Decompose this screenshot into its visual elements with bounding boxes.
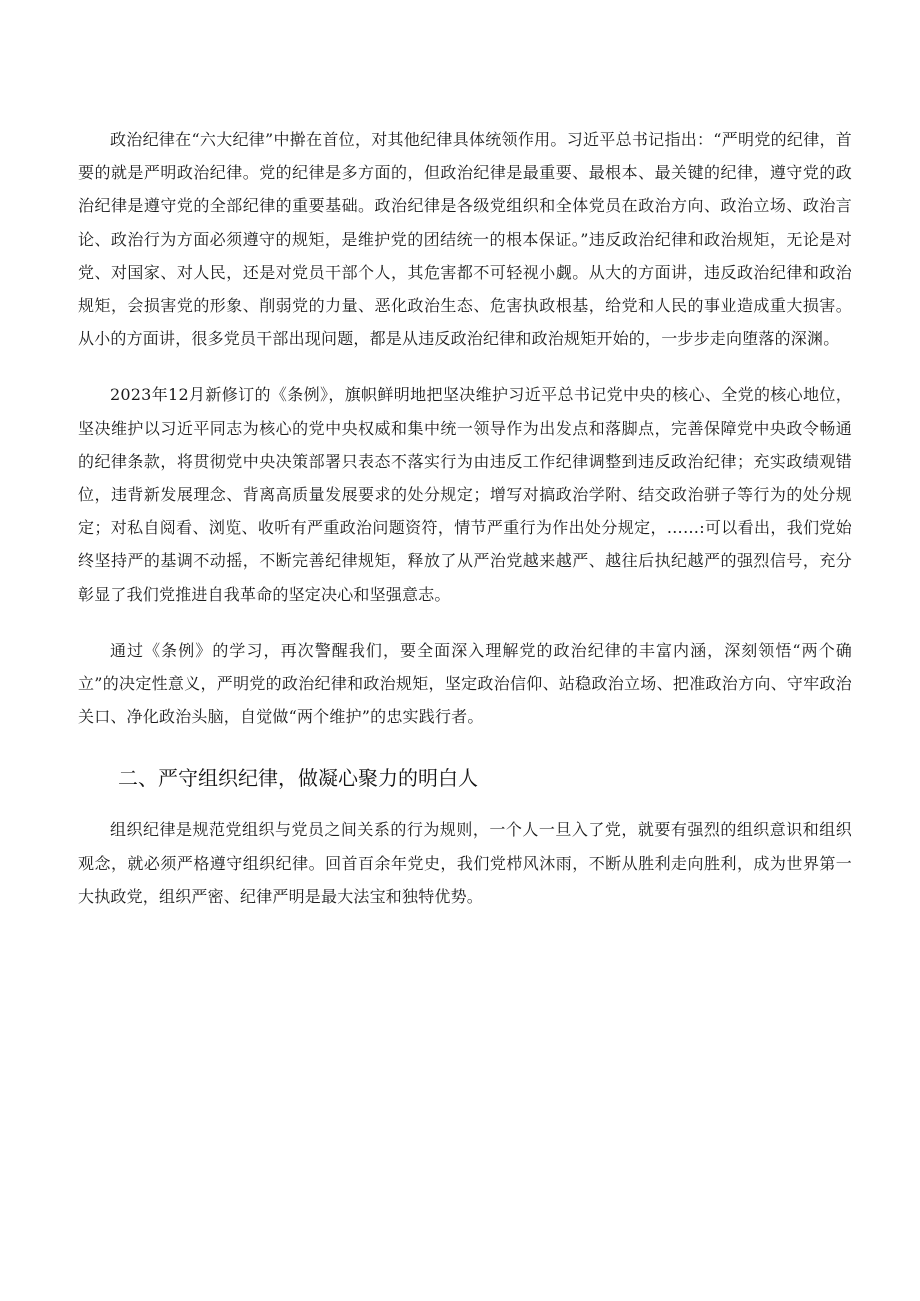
paragraph-regulations-revision: 2023年12月新修订的《条例》，旗帜鲜明地把坚决维护习近平总书记党中央的核心、全党的核心地位，坚决维护以习近平同志为核心的党中央权威和集中统一领导作为出发点和落脚点，完善保障党中央政令畅通的纪律条款，将贯彻党中央决策部署只表态不落实行为由违反工作纪律调整到违反政治纪律；充实政绩观错位，违背新发展理念、背离高质量发展要求的处分规定；增写对搞政治学附、结交政治骈子等行为的处分规定；对私自阅看、浏览、收听有严重政治问题资符，情节严重行为作出处分规定，……:可以看出，我们党始终坚持严的基调不动摇，不断完善纪律规矩，释放了从严治党越来越严、越往后执纪越严的强烈信号，充分彰显了我们党推进自我革命的坚定决心和坚强意志。 bbox=[78, 385, 852, 604]
paragraph-political-discipline-intro: 政治纪律在“六大纪律”中擀在首位，对其他纪律具体统领作用。习近平总书记指出：“严明党的纪律，首要的就是严明政治纪律。党的纪律是多方面的，但政治纪律是最重要、最根本、最关键的纪律，遵守党的政治纪律是遵守党的全部纪律的重要基础。政治纪律是各级党组织和全体党员在政治方向、政治立场、政治言论、政治行为方面必须遵守的规矩，是维护党的团结统一的根本保证。”违反政治纪律和政治规矩，无论是对党、对国家、对人民，还是对党员干部个人，其危害都不可轻视小觑。从大的方面讲，违反政治纪律和政治规矩，会损害党的形象、削弱党的力量、恶化政治生态、危害执政根基，给党和人民的事业造成重大损害。从小的方面讲，很多党员干部出现问题，都是从违反政治纪律和政治规矩开始的，一步步走向堕落的深渊。 bbox=[78, 130, 852, 349]
paragraph-organizational-discipline: 组织纪律是规范党组织与党员之间关系的行为规则，一个人一旦入了党，就要有强烈的组织意识和组织观念，就必须严格遵守组织纪律。回首百余年党史，我们党栉风沐雨，不断从胜利走向胜利，成为世界第一大执政党，组织严密、纪律严明是最大法宝和独特优势。 bbox=[78, 820, 852, 906]
section-heading-organizational-discipline: 二、严守组织纪律，做凝心聚力的明白人 bbox=[118, 766, 478, 791]
paragraph-study-conclusion: 通过《条例》的学习，再次警醒我们，要全面深入理解党的政治纪律的丰富内涵，深刻领悟“两个确立”的决定性意义，严明党的政治纪律和政治规矩，坚定政治信仰、站稳政治立场、把准政治方向、守牢政治关口、净化政治头脑，自觉做“两个维护”的忠实践行者。 bbox=[78, 640, 852, 727]
